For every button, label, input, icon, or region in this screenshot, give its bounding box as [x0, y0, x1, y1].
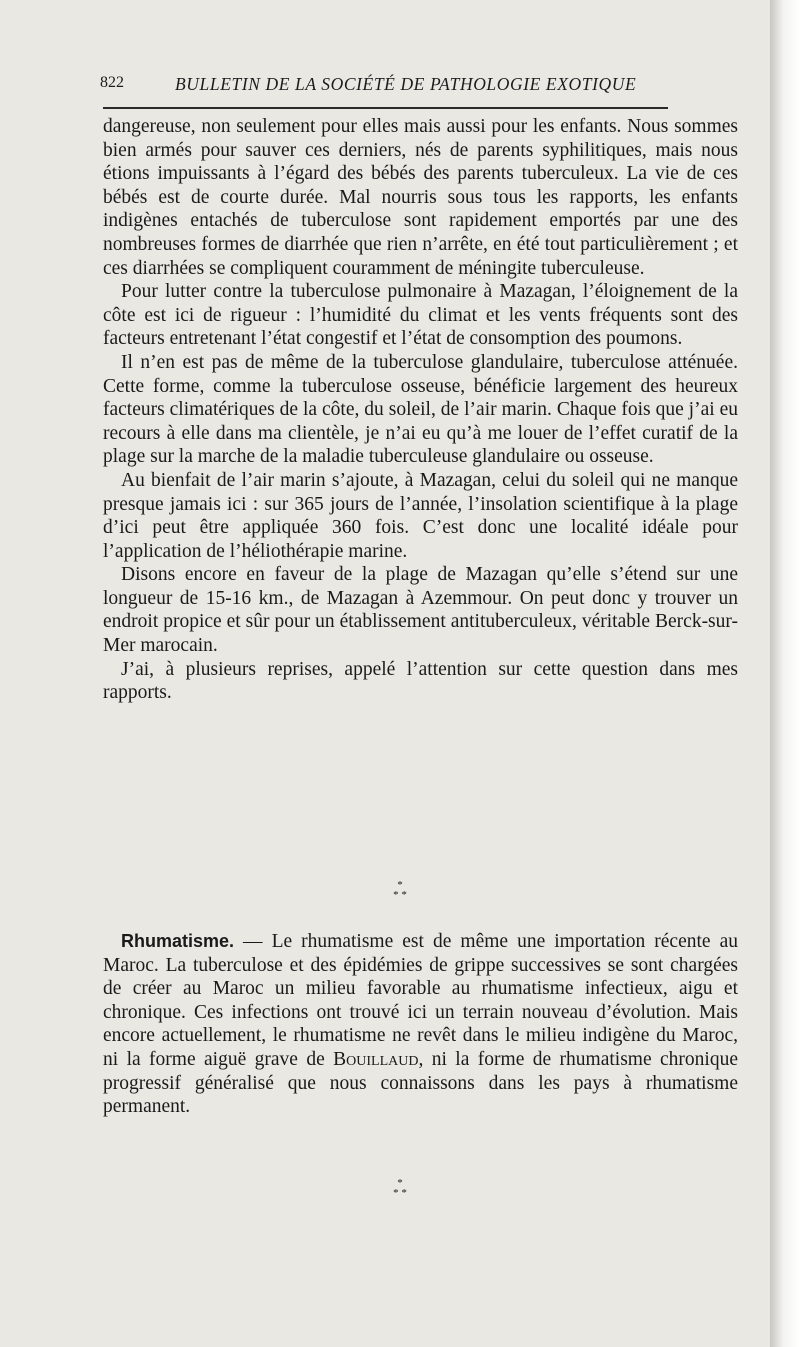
rhumatisme-section: [103, 930, 738, 1119]
section-text-end: , ni la forme de rhumatisme chronique progressif généralisé que nous connaissons dans les pays à rhumatisme permanent.: [103, 1048, 738, 1118]
asterism-bottom: * * *: [393, 1177, 407, 1199]
rhumatisme-paragraph: [103, 930, 738, 1119]
section-separator: [380, 880, 420, 900]
paragraph-2: Pour lutter contre la tuberculose pulmonaire à Mazagan, l’éloignement de la côte est ici de rigueur : l’humidité du climat et les vents fréquents sont des facteurs entretenant l’état congestif et l’état de consomption des poumons.: [103, 281, 738, 350]
header-rule: [103, 107, 668, 109]
section-separator-bottom: [380, 1178, 420, 1198]
author-name: Bouillaud: [333, 1048, 419, 1070]
paragraph-3: Il n’en est pas de même de la tuberculose glandulaire, tuberculose atténuée. Cette forme, comme la tuberculose osseuse, bénéficie largement des heureux facteurs climatériques de la côte, du soleil, de l’air marin. Chaque fois que j’ai eu recours à elle dans ma clientèle, je n’ai eu qu’à me louer de l’effet curatif de la plage sur la marche de la maladie tuberculeuse glandulaire ou osseuse.: [103, 351, 738, 468]
paragraph-6: J’ai, à plusieurs reprises, appelé l’attention sur cette question dans mes rapports.: [103, 658, 738, 704]
main-text: [103, 115, 738, 705]
section-text-start: — Le rhumatisme est de même une importation récente au Maroc. La tuberculose et des épidémies de grippe successives se sont chargées de créer au Maroc un milieu favorable au rhumatisme infectieux, aigu et chronique. Ces infections ont trouvé ici un terrain nouveau d’évolution. Mais encore actuellement, le rhumatisme ne revêt dans le milieu indigène du Maroc, ni la forme aiguë grave de: [103, 931, 738, 1070]
paragraph-1: dangereuse, non seulement pour elles mais aussi pour les enfants. Nous sommes bien armés pour sauver ces derniers, nés de parents syphilitiques, mais nous étions impuissants à l’égard des bébés des parents tuberculeux. La vie de ces bébés est de courte durée. Mal nourris sous tous les rapports, les enfants indigènes entachés de tuberculose sont rapidement emportés par une des nombreuses formes de diarrhée que rien n’arrête, en été tout particulièrement ; et ces diarrhées se compliquent couramment de méningite tuberculeuse.: [103, 116, 738, 279]
page-number: 822: [100, 74, 124, 91]
page-header: [100, 70, 670, 104]
running-title: BULLETIN DE LA SOCIÉTÉ DE PATHOLOGIE EXOTIQUE: [175, 74, 637, 94]
asterism: * * *: [393, 879, 407, 901]
section-heading: Rhumatisme.: [121, 931, 235, 951]
page-edge-shadow: [770, 0, 800, 1347]
paragraph-5: Disons encore en faveur de la plage de Mazagan qu’elle s’étend sur une longueur de 15-16 km., de Mazagan à Azemmour. On peut donc y trouver un endroit propice et sûr pour un établissement antituberculeux, véritable Berck-sur-Mer marocain.: [103, 564, 738, 657]
paragraph-4: Au bienfait de l’air marin s’ajoute, à Mazagan, celui du soleil qui ne manque presque jamais ici : sur 365 jours de l’année, l’insolation scientifique à la plage d’ici peut être appliquée 360 fois. C’est donc une localité idéale pour l’application de l’héliothérapie marine.: [103, 469, 738, 562]
